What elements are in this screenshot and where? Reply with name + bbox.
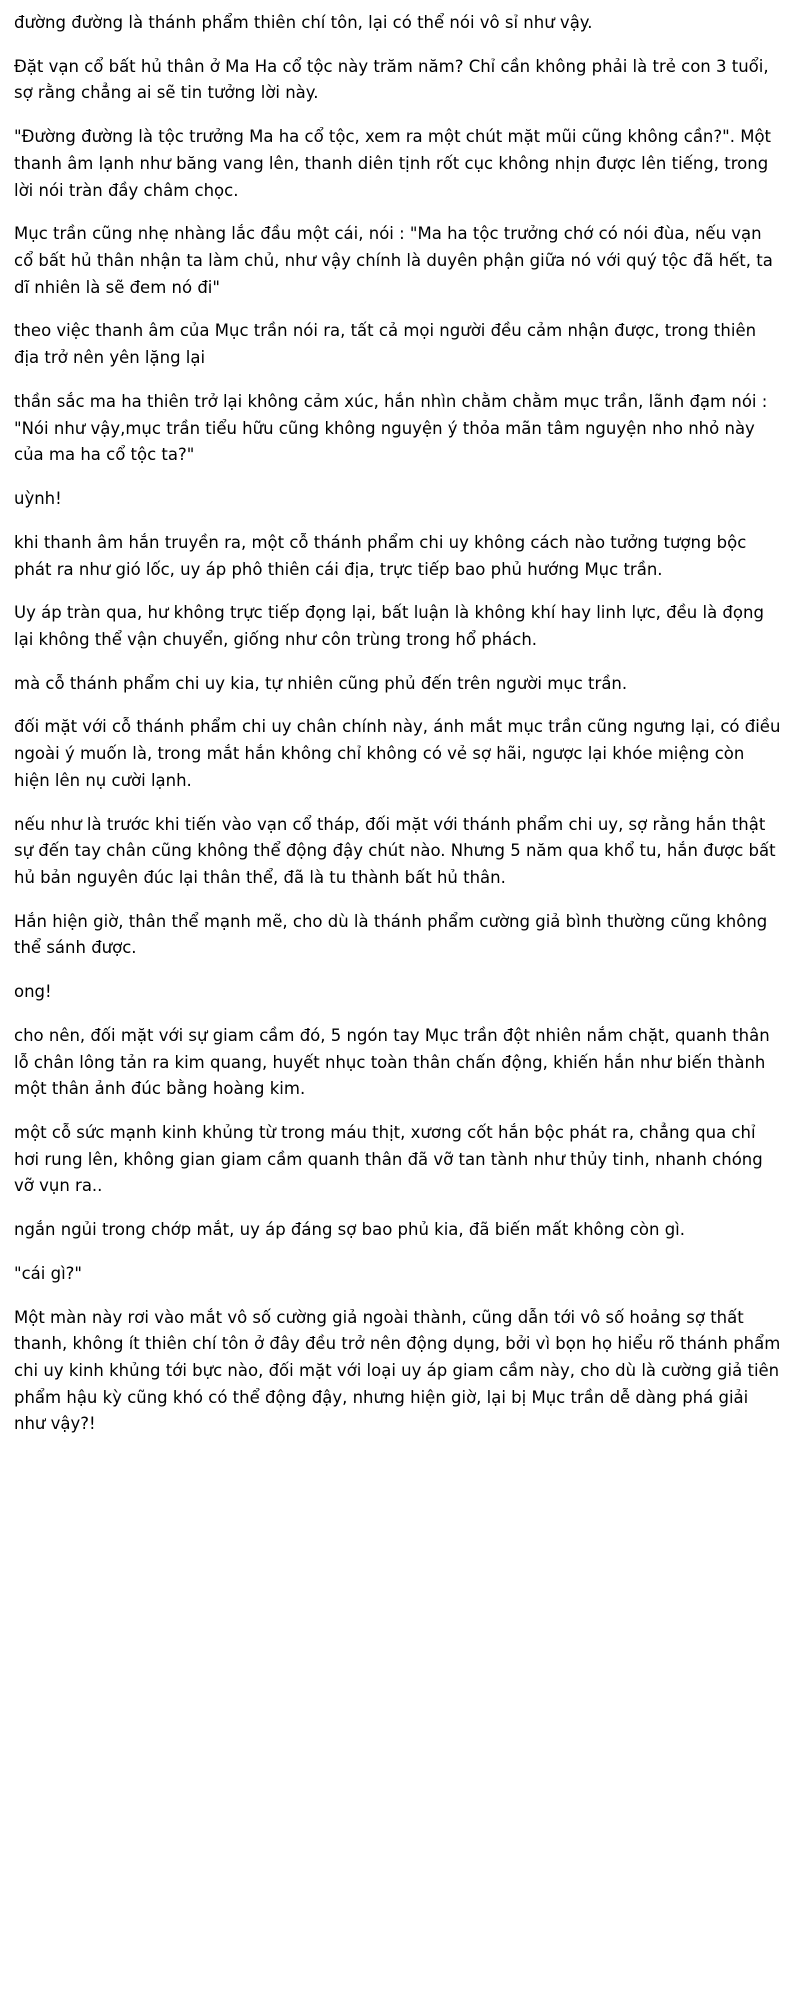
paragraph: đường đường là thánh phẩm thiên chí tôn, lại có thể nói vô sỉ như vậy. (14, 13, 593, 32)
paragraph: Uy áp tràn qua, hư không trực tiếp đọng lại, bất luận là không khí hay linh lực, đều là đọng lại không thể vận chuyển, giống như côn trùng trong hổ phách. (14, 603, 764, 649)
paragraph: khi thanh âm hắn truyền ra, một cỗ thánh phẩm chi uy không cách nào tưởng tượng bộc phát ra như gió lốc, uy áp phô thiên cái địa, trực tiếp bao phủ hướng Mục trần. (14, 532, 747, 579)
paragraph: Một màn này rơi vào mắt vô số cường giả ngoài thành, cũng dẫn tới vô số hoảng sợ thất thanh, không ít thiên chí tôn ở đây đều trở nên động dụng, bởi vì bọn họ hiểu rõ thánh phẩm chi uy kinh khủng tới bực nào, đối mặt với loại uy áp giam cầm này, cho dù là cường giả tiên phẩm hậu kỳ cũng khó có thể động đậy, nhưng hiện giờ, lại bị Mục trần dễ dàng phá giải như vậy?! (14, 1307, 781, 1434)
paragraph: "Đường đường là tộc trưởng Ma ha cổ tộc, xem ra một chút mặt mũi cũng không cần?". Một thanh âm lạnh như băng vang lên, thanh diên tịnh rốt cục không nhịn được lên tiếng, trong lời nói tràn đầy châm chọc. (14, 127, 772, 200)
paragraph: đối mặt với cỗ thánh phẩm chi uy chân chính này, ánh mắt mục trần cũng ngưng lại, có điều ngoài ý muốn là, trong mắt hắn không chỉ không có vẻ sợ hãi, ngược lại khóe miệng còn hiện lên nụ cười lạnh. (14, 717, 781, 790)
paragraph: cho nên, đối mặt với sự giam cầm đó, 5 ngón tay Mục trần đột nhiên nắm chặt, quanh thân lỗ chân lông tản ra kim quang, huyết nhục toàn thân chấn động, khiến hắn như biến thành một thân ảnh đúc bằng hoàng kim. (14, 1025, 770, 1099)
paragraph: mà cỗ thánh phẩm chi uy kia, tự nhiên cũng phủ đến trên người mục trần. (14, 673, 628, 693)
paragraph: Mục trần cũng nhẹ nhàng lắc đầu một cái, nói : "Ma ha tộc trưởng chớ có nói đùa, nếu vạn cổ bất hủ thân nhận ta làm chủ, như vậy chính là duyên phận giữa nó với quý tộc đã hết, ta dĩ nhiên là sẽ đem nó đi" (14, 224, 773, 297)
paragraph: một cỗ sức mạnh kinh khủng từ trong máu thịt, xương cốt hắn bộc phát ra, chẳng qua chỉ hơi rung lên, không gian giam cầm quanh thân đã vỡ tan tành như thủy tinh, nhanh chóng vỡ vụn ra.. (14, 1123, 763, 1196)
paragraph: uỳnh! (14, 489, 62, 509)
paragraph: Đặt vạn cổ bất hủ thân ở Ma Ha cổ tộc này trăm năm? Chỉ cần không phải là trẻ con 3 tuổi, sợ rằng chẳng ai sẽ tin tưởng lời này. (14, 56, 769, 103)
paragraph: ong! (14, 982, 52, 1002)
paragraph: ngắn ngủi trong chớp mắt, uy áp đáng sợ bao phủ kia, đã biến mất không còn gì. (14, 1220, 685, 1240)
paragraph: Hắn hiện giờ, thân thể mạnh mẽ, cho dù là thánh phẩm cường giả bình thường cũng không thể sánh được. (14, 911, 768, 958)
paragraph: theo việc thanh âm của Mục trần nói ra, tất cả mọi người đều cảm nhận được, trong thiên địa trở nên yên lặng lại (14, 321, 757, 368)
paragraph: nếu như là trước khi tiến vào vạn cổ tháp, đối mặt với thánh phẩm chi uy, sợ rằng hắn thật sự đến tay chân cũng không thể động đậy chút nào. Nhưng 5 năm qua khổ tu, hắn được bất hủ bản nguyên đúc lại thân thể, đã là tu thành bất hủ thân. (14, 814, 776, 887)
paragraph: "cái gì?" (14, 1263, 83, 1283)
paragraph: thần sắc ma ha thiên trở lại không cảm xúc, hắn nhìn chằm chằm mục trần, lãnh đạm nói : "Nói như vậy,mục trần tiểu hữu cũng không nguyện ý thỏa mãn tâm nguyện nho nhỏ này của ma ha cổ tộc ta?" (14, 391, 768, 465)
